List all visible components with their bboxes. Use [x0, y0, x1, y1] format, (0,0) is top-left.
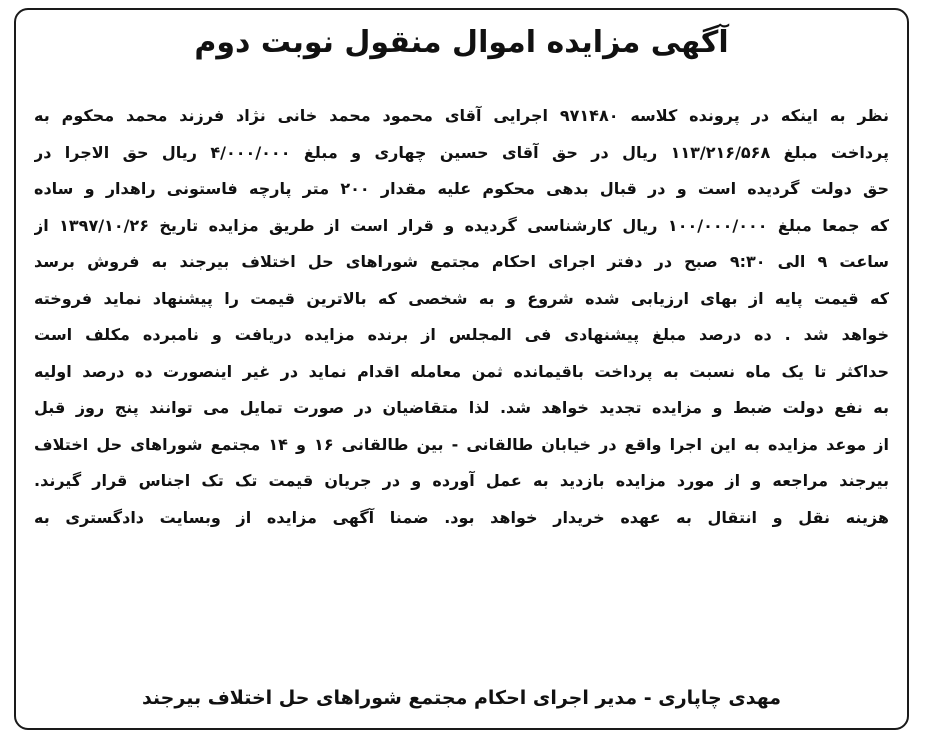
notice-body	[34, 98, 889, 536]
body-line: به نفع دولت ضبط و مزایده تجدید خواهد شد. لذا متقاضیان در صورت تمایل می توانند پنج روز قبل	[34, 398, 889, 417]
notice-title: آگهی مزایده اموال منقول نوبت دوم	[194, 25, 729, 60]
body-line: ساعت ۹ الی ۹:۳۰ صبح در دفتر اجرای احکام مجتمع شوراهای حل اختلاف بیرجند به فروش برسد	[34, 252, 889, 271]
body-line: حق دولت گردیده است و در قبال بدهی محکوم علیه مقدار ۲۰۰ متر پارچه فاستونی راهدار و ساده	[34, 179, 889, 198]
body-line: پرداخت مبلغ ۱۱۳/۲۱۶/۵۶۸ ریال در حق آقای حسین چهاری و مبلغ ۴/۰۰۰/۰۰۰ ریال حق الاجرا در	[34, 142, 889, 162]
notice-frame	[14, 8, 909, 730]
body-line: خواهد شد . ده درصد مبلغ پیشنهادی فی المجلس از برنده مزایده دریافت و نامبرده مکلف است	[34, 325, 889, 344]
body-line: که جمعا مبلغ ۱۰۰/۰۰۰/۰۰۰ ریال کارشناسی گردیده و قرار است از طریق مزایده تاریخ ۱۳۹۷/۱۰/۲۶ از	[34, 215, 889, 235]
body-line: از موعد مزایده به این اجرا واقع در خیابان طالقانی - بین طالقانی ۱۶ و ۱۴ مجتمع شوراهای حل اختلاف	[34, 434, 889, 454]
body-line: هزینه نقل و انتقال به عهده خریدار خواهد بود. ضمنا آگهی مزایده از وبسایت دادگستری به	[34, 507, 889, 527]
notice-signature: مهدی چاپاری - مدیر اجرای احکام مجتمع شوراهای حل اختلاف بیرجند	[141, 687, 782, 709]
body-line: حداکثر تا یک ماه نسبت به پرداخت باقیمانده ثمن معامله اقدام نماید در غیر اینصورت ده درصد اولیه	[34, 361, 889, 381]
body-line: نظر به اینکه در پرونده کلاسه ۹۷۱۴۸۰ اجرایی آقای محمود محمد خانی نژاد فرزند محمد محکوم به	[34, 106, 889, 125]
body-line: بیرجند مراجعه و از مورد مزایده بازدید به عمل آورده و در جریان قیمت تک تک اجناس قرار گیرند.	[34, 471, 889, 490]
body-line: که قیمت پایه از بهای ارزیابی شده شروع و به شخصی که بالاترین قیمت را پیشنهاد نماید فروخته	[34, 288, 889, 308]
